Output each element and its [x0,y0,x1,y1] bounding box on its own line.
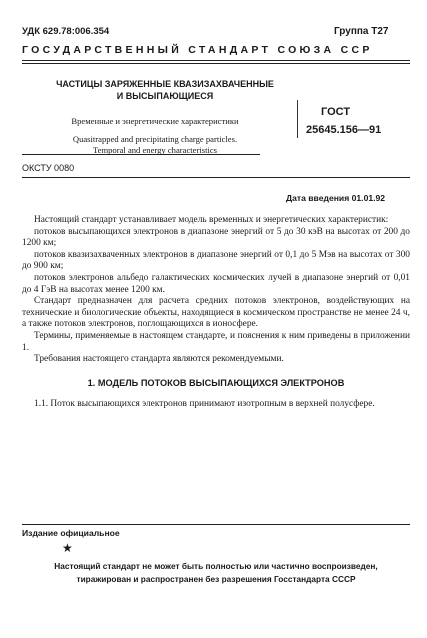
top-rule-thin [22,63,410,64]
section-title: 1. МОДЕЛЬ ПОТОКОВ ВЫСЫПАЮЩИХСЯ ЭЛЕКТРОНОВ [87,377,345,388]
title-line-1: ЧАСТИЦЫ ЗАРЯЖЕННЫЕ КВАЗИЗАХВАЧЕННЫЕ [56,79,274,89]
paragraph-quasitrapped: потоков квазизахваченных электронов в диапазоне энергий от 0,1 до 5 Мэв на высотах от 300 до 900 км; [22,249,410,272]
group-code: Группа Т27 [334,26,389,37]
subtitle-russian: Временные и энергетические характеристики [71,116,239,126]
title-line-2: И ВЫСЫПАЮЩИЕСЯ [116,91,214,101]
udk-code: УДК 629.78:006.354 [22,26,110,37]
okstu-code: ОКСТУ 0080 [22,163,75,173]
subtitle-english [30,134,280,156]
reproduction-notice [22,560,410,585]
document-body [22,215,410,411]
gost-label: ГОСТ [321,106,351,118]
subtitle-english-line-1: Quasitrapped and precipitating charge particles. [72,134,238,144]
notice-line-1: Настоящий стандарт не может быть полностью или частично воспроизведен, [54,561,378,571]
star-icon: ★ [62,541,73,555]
notice-line-2: тиражирован и распространен без разрешения Госстандарта СССР [76,573,356,584]
footer-rule [22,524,410,525]
document-title [40,78,290,102]
effective-date: Дата введения 01.01.92 [286,193,386,203]
subtitle-english-line-2: Temporal and energy characteristics [92,145,218,155]
paragraph-terms: Термины, применяемые в настоящем стандарте, и пояснения к ним приведены в приложении 1. [22,330,410,353]
top-rule [22,60,410,61]
paragraph-intro: Настоящий стандарт устанавливает модель временных и энергетических характеристик: [34,215,389,225]
state-standard-heading: ГОСУДАРСТВЕННЫЙ СТАНДАРТ СОЮЗА ССР [22,44,373,56]
gost-number: 25645.156—91 [306,124,382,136]
header-bottom-rule [22,177,410,178]
paragraph-requirements: Требования настоящего стандарта являются рекомендуемыми. [34,354,284,365]
title-bottom-rule [22,154,260,155]
paragraph-precipitating: потоков высыпающихся электронов в диапазоне энергий от 5 до 30 кэВ на высотах от 200 до 1200 км; [22,226,410,249]
official-edition: Издание официальное [22,528,120,538]
paragraph-albedo: потоков электронов альбедо галактических космических лучей в диапазоне энергий от 0,01 до 4 ГэВ на высотах менее 1200 км. [22,272,410,295]
title-divider [297,100,298,138]
paragraph-1-1: 1.1. Поток высыпающихся электронов принимают изотропным в верхней полусфере. [34,399,375,410]
paragraph-purpose: Стандарт предназначен для расчета средних потоков электронов, воздействующих на технические и биологические объекты, находящиеся в космическом пространстве не менее 24 ч, а также потоков электронов, поглощающихся в ионосфере. [22,296,410,330]
